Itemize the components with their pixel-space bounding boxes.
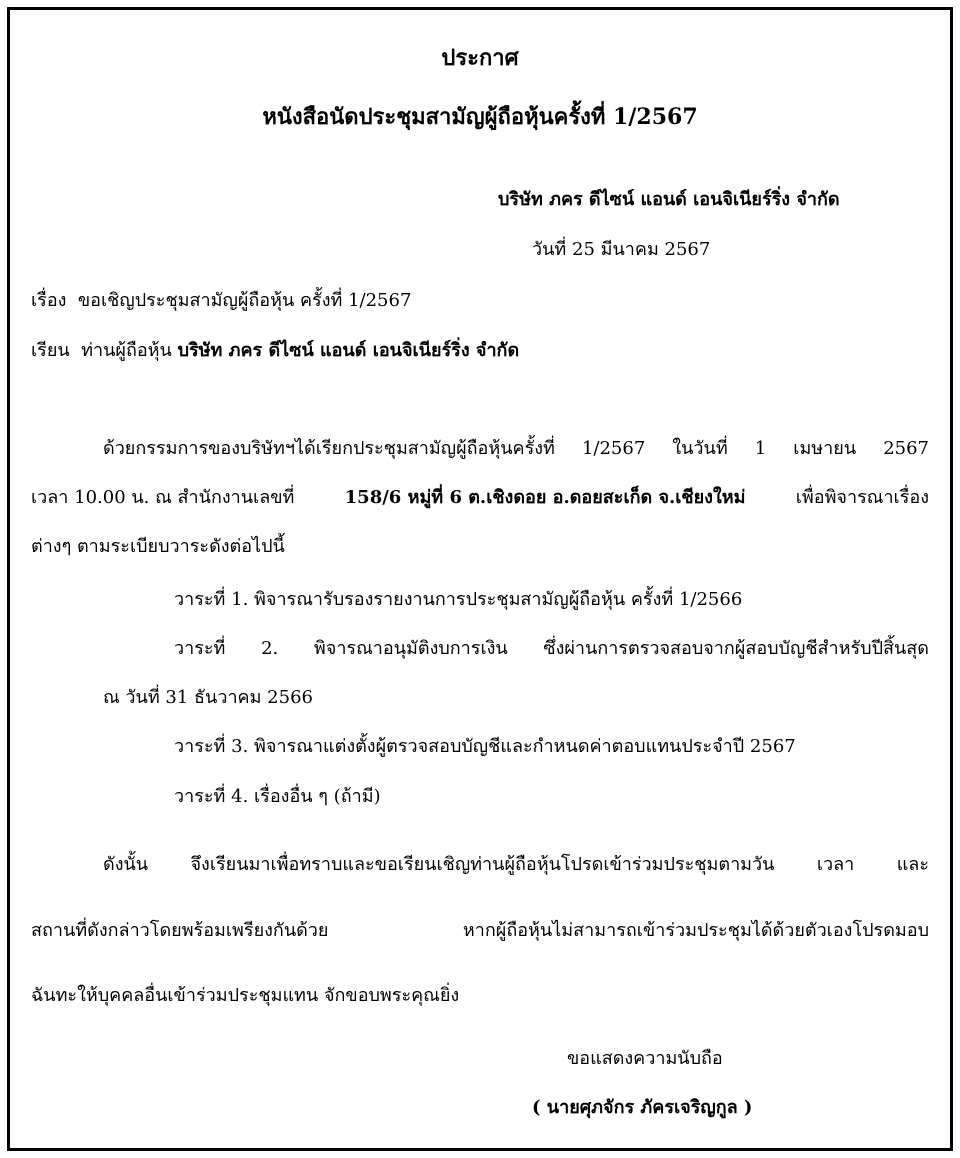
intro-address: 158/6 หมู่ที่ 6 ต.เชิงดอย อ.ดอยสะเก็ด จ.เชียงใหม่ [344, 487, 746, 508]
recipient-text: ท่านผู้ถือหุ้น [81, 340, 172, 361]
closing-line-2: สถานที่ดังกล่าวโดยพร้อมเพรียงกันด้วย หากผู้ถือหุ้นไม่สามารถเข้าร่วมประชุมได้ด้วยตัวเองโปรดมอบ [31, 920, 929, 941]
intro-line-1: ด้วยกรรมการของบริษัทฯได้เรียกประชุมสามัญผู้ถือหุ้นครั้งที่ 1/2567 ในวันที่ 1 เมษายน 2567 [103, 438, 930, 459]
subject-text: ขอเชิญประชุมสามัญผู้ถือหุ้น ครั้งที่ 1/2567 [77, 290, 412, 311]
document-title: ประกาศ [441, 45, 519, 71]
subject-label: เรื่อง [31, 290, 67, 311]
agenda-item-3: วาระที่ 3. พิจารณาแต่งตั้งผู้ตรวจสอบบัญชีและกำหนดค่าตอบแทนประจำปี 2567 [174, 736, 796, 757]
intro-line-2 [31, 486, 929, 510]
signature-name: ( นายศุภจักร ภัครเจริญกูล ) [532, 1097, 753, 1118]
subject-line [31, 289, 411, 313]
agenda-item-2-continued: ณ วันที่ 31 ธันวาคม 2566 [103, 687, 313, 708]
intro-line-3: ต่างๆ ตามระเบียบวาระดังต่อไปนี้ [31, 536, 285, 557]
agenda-item-2: วาระที่ 2. พิจารณาอนุมัติงบการเงิน ซึ่งผ่านการตรวจสอบจากผู้สอบบัญชีสำหรับปีสิ้นสุด [174, 638, 929, 659]
closing-line-3: ฉันทะให้บุคคลอื่นเข้าร่วมประชุมแทน จักขอบพระคุณยิ่ง [31, 985, 460, 1006]
recipient-line [31, 339, 519, 363]
intro-purpose: เพื่อพิจารณาเรื่อง [795, 487, 929, 508]
document-subtitle: หนังสือนัดประชุมสามัญผู้ถือหุ้นครั้งที่ 1/2567 [262, 104, 698, 130]
recipient-label: เรียน [31, 340, 70, 361]
document-date: วันที่ 25 มีนาคม 2567 [532, 239, 711, 260]
agenda-item-4: วาระที่ 4. เรื่องอื่น ๆ (ถ้ามี) [174, 786, 381, 807]
document-border [7, 7, 953, 1151]
closing-line-1: ดังนั้น จึงเรียนมาเพื่อทราบและขอเรียนเชิญท่านผู้ถือหุ้นโปรดเข้าร่วมประชุมตามวัน เวลา และ [103, 854, 929, 875]
signature-regards: ขอแสดงความนับถือ [567, 1048, 723, 1069]
intro-meeting-time: เวลา 10.00 น. ณ สำนักงานเลขที่ [31, 487, 295, 508]
agenda-item-1: วาระที่ 1. พิจารณารับรองรายงานการประชุมสามัญผู้ถือหุ้น ครั้งที่ 1/2566 [174, 589, 743, 610]
sender-company: บริษัท ภคร ดีไซน์ แอนด์ เอนจิเนียร์ริ่ง จำกัด [498, 189, 840, 210]
recipient-company: บริษัท ภคร ดีไซน์ แอนด์ เอนจิเนียร์ริ่ง จำกัด [177, 340, 520, 361]
